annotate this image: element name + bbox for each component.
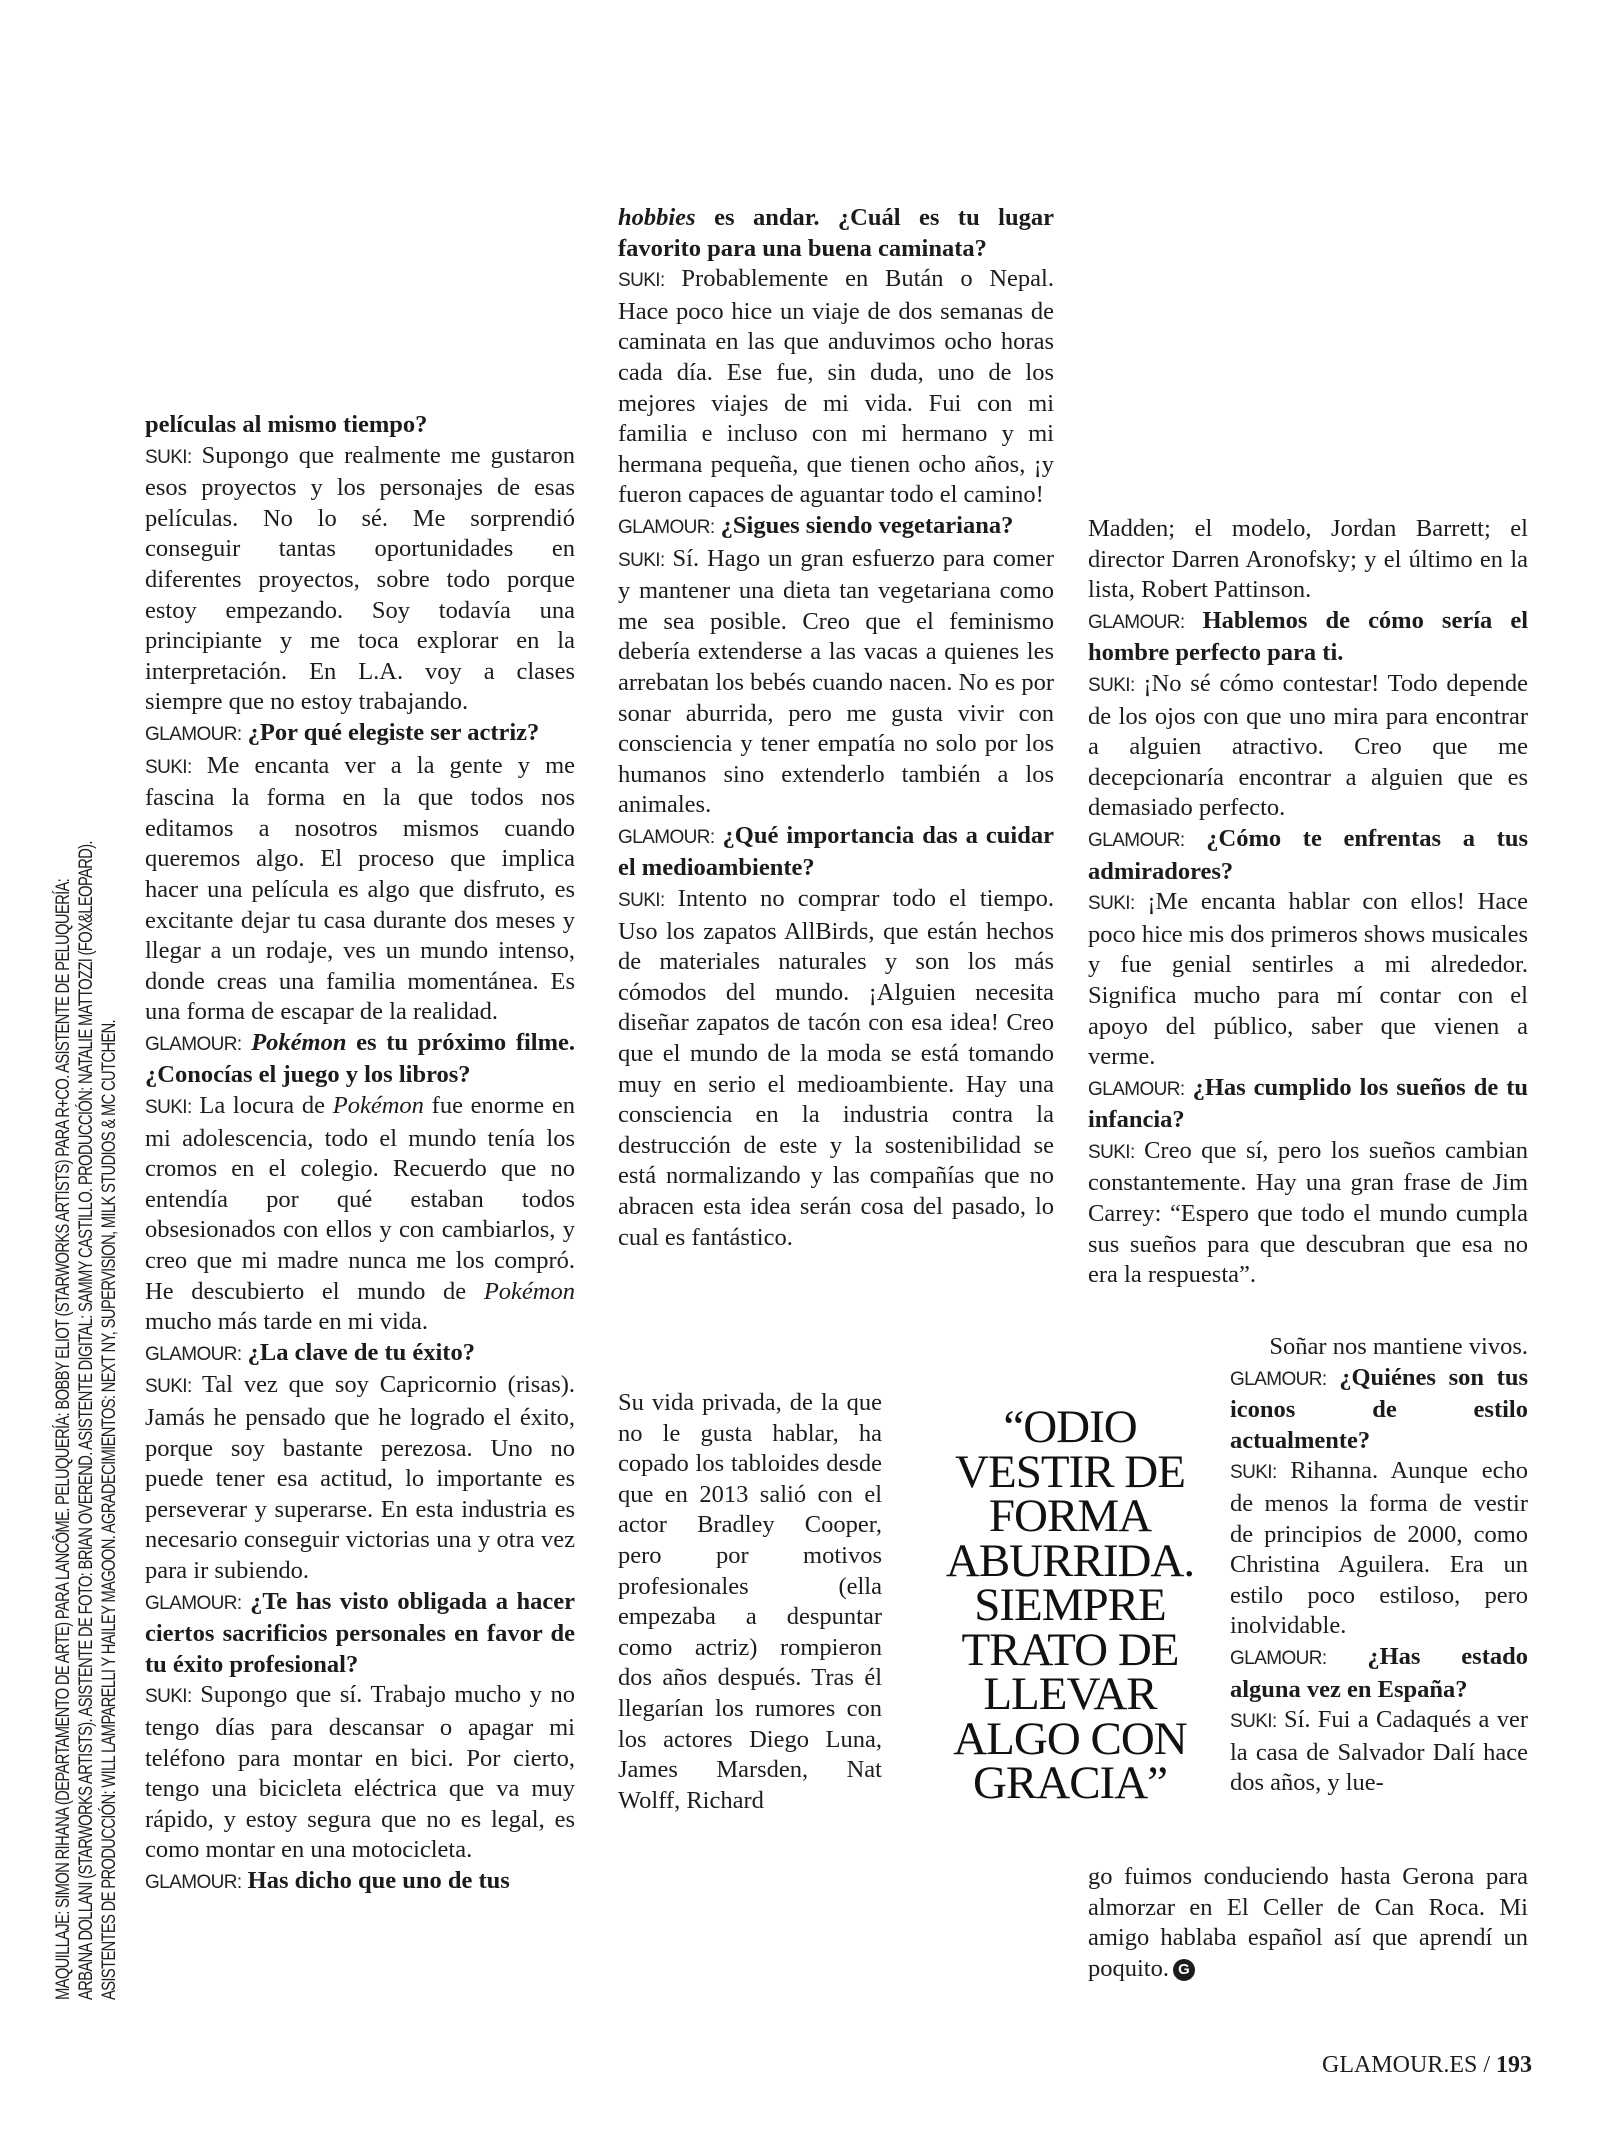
answer: SUKI: Creo que sí, pero los sueños cambian constantemente. Hay una gran frase de Jim Carrey: “Espero que todo el mundo cumpla sus sueños para que descubran que esa no era la respuesta”. [1088,1136,1528,1289]
article-column-3 [1088,514,1528,1291]
question: GLAMOUR: Has dicho que uno de tus [145,1866,510,1894]
answer: SUKI: Sí. Hago un gran esfuerzo para comer y mantener una dieta tan vegetariana como me sea posible. Creo que el feminismo debería extenderse a las vacas a quienes les arrebatan los bebés cuando nacen. No es por sonar aburrida, pero me gusta vivir con consciencia y tener empatía no solo por los humanos sino extenderlo también a los animales. [618,544,1055,819]
answer: SUKI: Probablemente en Bután o Nepal. Hace poco hice un viaje de dos semanas de caminata en las que anduvimos ocho horas cada día. Ese fue, sin duda, uno de los mejores viajes de mi vida. Fui con mi familia e incluso con mi hermano y mi hermana pequeña, que tienen ocho años, ¡y fueron capaces de aguantar todo el camino! [618,265,1054,509]
answer: SUKI: Me encanta ver a la gente y me fascina la forma en la que todos nos editamos a nosotros mismos cuando queremos algo. El proceso que implica hacer una película es algo que disfruto, es excitante dejar tu casa durante dos meses y llegar a un rodaje, ves un mundo intenso, donde creas una familia momentánea. Es una forma de escapar de la realidad. [145,751,575,1026]
article-column-2 [618,203,1054,1253]
answer: SUKI: Sí. Fui a Cadaqués a ver la casa de Salvador Dalí hace dos años, y lue- [1230,1706,1528,1797]
pull-quote-line: SIEMPRE [974,1579,1166,1631]
narrative-paragraph: Madden; el modelo, Jordan Barrett; el director Darren Aronofsky; y el último en la lista, Robert Pattinson. [1088,515,1528,604]
answer-tail: Soñar nos mantiene vivos. [1269,1333,1528,1360]
folio-site: GLAMOUR.ES / [1321,2052,1496,2078]
question: GLAMOUR: ¿Cómo te enfrentas a tus admiradores? [1088,824,1528,885]
question: GLAMOUR: ¿Has cumplido los sueños de tu infancia? [1088,1073,1529,1134]
answer: SUKI: Rihanna. Aunque echo de menos la forma de vestir de principios de 2000, como Christina Aguilera. Era un estilo poco estiloso, pero inolvidable. [1230,1457,1528,1640]
pull-quote-line: LLEVAR [983,1668,1157,1720]
credits-line: ASISTENTES DE PRODUCCIÓN: WILL LAMPARELLI Y HAILEY MAGOON. AGRADECIMIENTOS: NEXT NY, SUPERVISION, MILK STUDIOS & MC CUTCHEN. [99,1020,120,2000]
answer: SUKI: ¡No sé cómo contestar! Todo depende de los ojos con que uno mira para encontrar a alguien atractivo. Creo que me decepcionaría encontrar a alguien que es demasiado perfecto. [1088,669,1529,822]
question: GLAMOUR: ¿Qué importancia das a cuidar el medioambiente? [618,821,1054,882]
answer: SUKI: Tal vez que soy Capricornio (risas). Jamás he pensado que he logrado el éxito, porque soy bastante perezosa. Uno no puede tener esa actitud, lo importante es perseverar y superarse. En esta industria es necesario conseguir victorias una y otra vez para ir subiendo. [145,1371,576,1584]
credits-line: ARBANA DOLLANI (STARWORKS ARTISTS). ASISTENTE DE FOTO: BRIAN OVEREND. ASISTENTE DIGITAL: SAMMY CASTILLO. PRODUCCIÓN: NATALIE MATTOZZI (FOX&LEOPARD). [76,841,97,2000]
question: GLAMOUR: ¿La clave de tu éxito? [145,1338,475,1366]
article-narrative [618,1388,882,1816]
pull-quote-line: VESTIR DE [955,1445,1185,1498]
question: hobbies es andar. ¿Cuál es tu lugar favorito para una buena caminata? [618,204,1054,262]
pull-quote [920,1401,1220,1809]
answer: SUKI: Supongo que sí. Trabajo mucho y no tengo días para descansar o apagar mi teléfono para montar en bici. Por cierto, tengo una bicicleta eléctrica que va muy rápido, y estoy segura que no es legal, es como montar en una motocicleta. [145,1681,576,1864]
photo-credits [52,380,121,2000]
question: GLAMOUR: Hablemos de cómo sería el hombre perfecto para ti. [1088,606,1528,667]
question: GLAMOUR: ¿Sigues siendo vegetariana? [618,511,1014,539]
article-column-1 [145,410,575,1899]
pull-quote-line: FORMA [988,1490,1152,1542]
page-folio [1322,2052,1532,2079]
answer-continued: go fuimos conduciendo hasta Gerona para almorzar en El Celler de Can Roca. Mi amigo hablaba español así que aprendí un poquito. G [1088,1863,1528,1982]
pull-quote-line: “ODIO [1003,1401,1137,1453]
question: GLAMOUR: ¿Por qué elegiste ser actriz? [145,718,540,746]
question: GLAMOUR: Pokémon es tu próximo filme. ¿Conocías el juego y los libros? [145,1028,576,1089]
pull-quote-line: ALGO CON [953,1712,1187,1765]
page-number: 193 [1496,2052,1532,2078]
answer: SUKI: Supongo que realmente me gustaron esos proyectos y los personajes de esas películas. No lo sé. Me sorprendió conseguir tantas oportunidades en diferentes proyectos, sobre todo porque estoy empezando. Soy todavía una principiante y me toca explorar en la interpretación. En L.A. voy a clases siempre que no estoy trabajando. [145,441,575,716]
question: GLAMOUR: ¿Te has visto obligada a hacer ciertos sacrificios personales en favor de tu éxito profesional? [145,1587,576,1678]
article-column-3-narrow [1230,1332,1528,1799]
question: GLAMOUR: ¿Quiénes son tus iconos de estilo actualmente? [1230,1363,1528,1454]
narrative-paragraph: Su vida privada, de la que no le gusta hablar, ha copado los tabloides desde que en 2013 salió con el actor Bradley Cooper, pero por motivos profesionales (ella empezaba a despuntar como actriz) rompieron dos años después. Tras él llegarían los rumores con los actores Diego Luna, James Marsden, Nat Wolff, Richard [618,1389,882,1814]
question: películas al mismo tiempo? [145,411,428,438]
credits-line: MAQUILLAJE: SIMON RIHANA (DEPARTAMENTO DE ARTE) PARA LANCÔME. PELUQUERÍA: BOBBY ELIOT (STARWORKS ARTISTS) PARA R+CO. ASISTENTE DE PELUQUERÍA: [53,878,74,2000]
answer: SUKI: Intento no comprar todo el tiempo. Uso los zapatos AllBirds, que están hechos de materiales naturales y son los más cómodos del mundo. ¡Alguien necesita diseñar zapatos de tacón con esa idea! Creo que el mundo de la moda se está tomando muy en serio el medioambiente. Hay una consciencia en la industria contra la destrucción de este y la sostenibilidad se está normalizando y las compañías que no abracen esta idea serán cosa del pasado, lo cual es fantástico. [618,885,1054,1251]
pull-quote-line: GRACIA” [972,1757,1168,1809]
pull-quote-line: ABURRIDA. [945,1534,1195,1587]
answer: SUKI: La locura de Pokémon fue enorme en mi adolescencia, todo el mundo tenía los cromos en el colegio. Recuerdo que no entendía por qué estaban todos obsesionados con ellos y con cambiarlos, y creo que mi madre nunca me los compró. He descubierto el mundo de Pokémon mucho más tarde en mi vida. [145,1092,575,1336]
answer: SUKI: ¡Me encanta hablar con ellos! Hace poco hice mis dos primeros shows musicales y fue genial sentirles a mi alrededor. Significa mucho para mí contar con el apoyo del público, saber que vienen a verme. [1088,888,1528,1071]
article-column-3-end [1088,1862,1528,1984]
question: GLAMOUR: ¿Has estado alguna vez en España? [1230,1642,1528,1703]
glamour-end-mark-icon: G [1173,1959,1195,1981]
pull-quote-line: TRATO DE [961,1623,1179,1676]
